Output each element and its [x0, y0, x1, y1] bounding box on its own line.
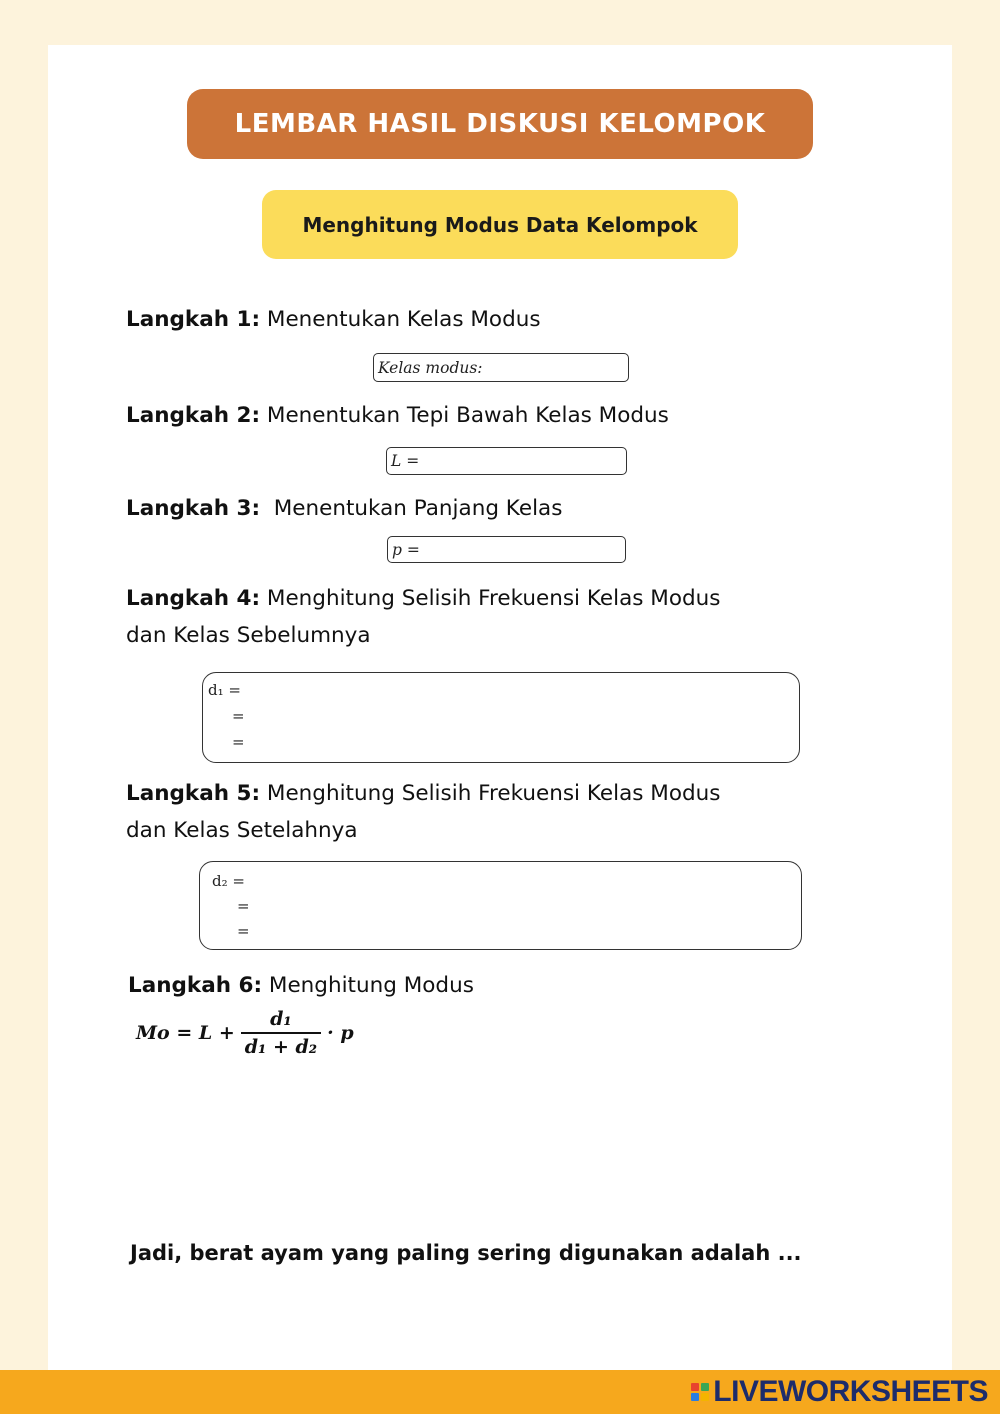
subtitle-banner: [262, 190, 738, 259]
liveworksheets-brand[interactable]: [691, 1373, 988, 1411]
step-5-text-line2: dan Kelas Setelahnya: [126, 818, 358, 843]
logo-square: [691, 1383, 699, 1391]
logo-square: [691, 1393, 699, 1401]
formula-lhs: Mo = L +: [136, 1021, 235, 1044]
step-4-line-3: =: [232, 733, 245, 751]
logo-square: [701, 1393, 709, 1401]
formula-fraction: [241, 1008, 321, 1058]
step-2-answer-box[interactable]: [386, 447, 627, 475]
step-3-text: Menentukan Panjang Kelas: [260, 496, 563, 521]
step-4-text: Menghitung Selisih Frekuensi Kelas Modus: [260, 586, 721, 611]
step-4-text-line2: dan Kelas Sebelumnya: [126, 623, 371, 648]
step-5-answer-box[interactable]: [199, 861, 802, 950]
liveworksheets-logo-icon: [691, 1383, 709, 1401]
step-2-text: Menentukan Tepi Bawah Kelas Modus: [260, 403, 669, 428]
brand-name: LIVEWORKSHEETS: [713, 1375, 988, 1408]
step-4-heading: [126, 580, 720, 654]
step-1-heading: [126, 301, 541, 338]
formula-rhs: · p: [327, 1021, 354, 1044]
step-1-answer-box[interactable]: [373, 353, 629, 382]
logo-square: [701, 1383, 709, 1391]
step-3-answer-box[interactable]: [387, 536, 626, 563]
step-4-label: Langkah 4:: [126, 586, 261, 611]
step-1-box-prefix: Kelas modus:: [378, 358, 483, 377]
step-1-text: Menentukan Kelas Modus: [260, 307, 541, 332]
step-3-label: Langkah 3:: [126, 496, 261, 521]
step-1-label: Langkah 1:: [126, 307, 261, 332]
step-5-heading: [126, 775, 720, 849]
step-2-label: Langkah 2:: [126, 403, 261, 428]
step-5-line-1: d₂ =: [212, 872, 245, 890]
step-5-text: Menghitung Selisih Frekuensi Kelas Modus: [260, 781, 721, 806]
conclusion-text: Jadi, berat ayam yang paling sering digunakan adalah ...: [130, 1241, 802, 1265]
modus-formula: [136, 1008, 354, 1058]
step-2-box-prefix: L =: [391, 452, 420, 470]
step-2-heading: [126, 397, 669, 434]
step-5-line-3: =: [237, 922, 250, 940]
step-4-line-2: =: [232, 707, 245, 725]
formula-denominator: d₁ + d₂: [244, 1035, 318, 1058]
step-5-line-2: =: [237, 897, 250, 915]
formula-numerator: d₁: [270, 1008, 292, 1030]
title-banner: [187, 89, 813, 159]
step-4-answer-box[interactable]: [202, 672, 800, 763]
step-4-line-1: d₁ =: [208, 681, 241, 699]
step-6-text: Menghitung Modus: [262, 973, 474, 998]
step-5-label: Langkah 5:: [126, 781, 261, 806]
step-6-heading: [128, 967, 474, 1004]
page-subtitle: Menghitung Modus Data Kelompok: [302, 212, 698, 237]
page-title: LEMBAR HASIL DISKUSI KELOMPOK: [234, 109, 766, 139]
step-3-heading: [126, 490, 562, 527]
step-6-label: Langkah 6:: [128, 973, 263, 998]
step-3-box-prefix: p =: [392, 540, 420, 559]
